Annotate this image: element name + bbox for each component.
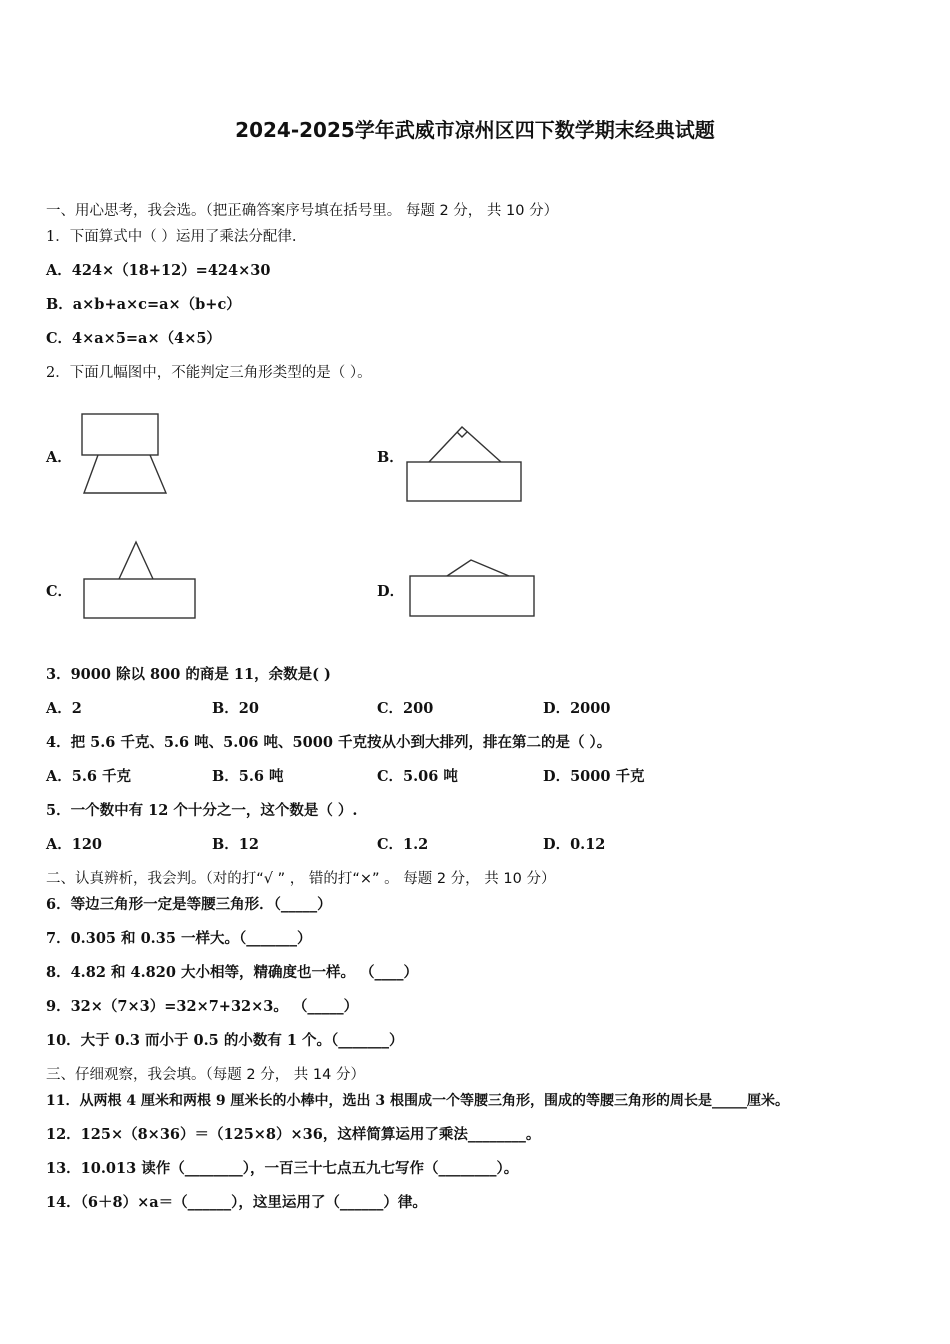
q4-option-a: A．5.6 千克 bbox=[46, 768, 132, 785]
q2-label-d: D． bbox=[377, 583, 405, 600]
q1-option-c: C．4×a×5=a×（4×5） bbox=[46, 330, 221, 347]
question-4: 4．把 5.6 千克、5.6 吨、5.06 吨、5000 千克按从小到大排列，排在第二的是（ ）。 bbox=[46, 734, 612, 751]
question-7: 7．0.305 和 0.35 一样大。（_______） bbox=[46, 930, 312, 947]
q2-label-b: B． bbox=[377, 449, 404, 466]
question-11: 11．从两根 4 厘米和两根 9 厘米长的小棒中，选出 3 根围成一个等腰三角形，围成的等腰三角形的周长是_____厘米。 bbox=[46, 1093, 789, 1109]
question-3: 3．9000 除以 800 的商是 11，余数是( ) bbox=[46, 666, 331, 683]
q3-option-d: D．2000 bbox=[543, 700, 611, 717]
q2-figure-c bbox=[82, 540, 200, 622]
q5-option-c: C．1.2 bbox=[377, 836, 429, 853]
q4-option-c: C．5.06 吨 bbox=[377, 768, 458, 785]
question-9: 9．32×（7×3）=32×7+32×3。 （_____） bbox=[46, 998, 359, 1015]
question-6: 6．等边三角形一定是等腰三角形．（_____） bbox=[46, 896, 332, 913]
question-5: 5．一个数中有 12 个十分之一，这个数是（ ）. bbox=[46, 802, 358, 819]
q2-label-c: C． bbox=[46, 583, 73, 600]
q5-option-d: D．0.12 bbox=[543, 836, 606, 853]
q2-figure-a bbox=[80, 412, 170, 496]
question-13: 13．10.013 读作（________），一百三十七点五九七写作（________）。 bbox=[46, 1160, 519, 1177]
page-title: 2024-2025学年武威市凉州区四下数学期末经典试题 bbox=[235, 118, 715, 142]
section-1-heading: 一、用心思考，我会选。（把正确答案序号填在括号里。 每题 2 分， 共 10 分） bbox=[46, 203, 559, 219]
q4-option-b: B．5.6 吨 bbox=[212, 768, 284, 785]
section-3-heading: 三、仔细观察，我会填。（每题 2 分， 共 14 分） bbox=[46, 1067, 365, 1083]
question-2: 2．下面几幅图中，不能判定三角形类型的是（ ）。 bbox=[46, 365, 372, 381]
question-8: 8．4.82 和 4.820 大小相等，精确度也一样。 （____） bbox=[46, 964, 418, 981]
section-2-heading: 二、认真辨析，我会判。（对的打“√ ” ， 错的打“×” 。 每题 2 分， 共 10 分） bbox=[46, 871, 556, 887]
question-12: 12．125×（8×36）＝（125×8）×36，这样简算运用了乘法________。 bbox=[46, 1126, 541, 1143]
q5-option-a: A．120 bbox=[46, 836, 103, 853]
question-1: 1．下面算式中（ ）运用了乘法分配律. bbox=[46, 229, 297, 245]
q5-option-b: B．12 bbox=[212, 836, 259, 853]
q3-option-a: A．2 bbox=[46, 700, 82, 717]
q1-option-b: B．a×b+a×c=a×（b+c） bbox=[46, 296, 241, 313]
q2-figure-d bbox=[408, 556, 538, 622]
q1-option-a: A．424×（18+12）=424×30 bbox=[46, 262, 271, 279]
q2-label-a: A． bbox=[46, 449, 72, 466]
q4-option-d: D．5000 千克 bbox=[543, 768, 645, 785]
q3-option-c: C．200 bbox=[377, 700, 434, 717]
q3-option-b: B．20 bbox=[212, 700, 259, 717]
question-14: 14．（6＋8）×a＝（______），这里运用了（______）律。 bbox=[46, 1194, 427, 1211]
q2-figure-b bbox=[405, 424, 525, 504]
question-10: 10．大于 0.3 而小于 0.5 的小数有 1 个。（_______） bbox=[46, 1032, 404, 1049]
